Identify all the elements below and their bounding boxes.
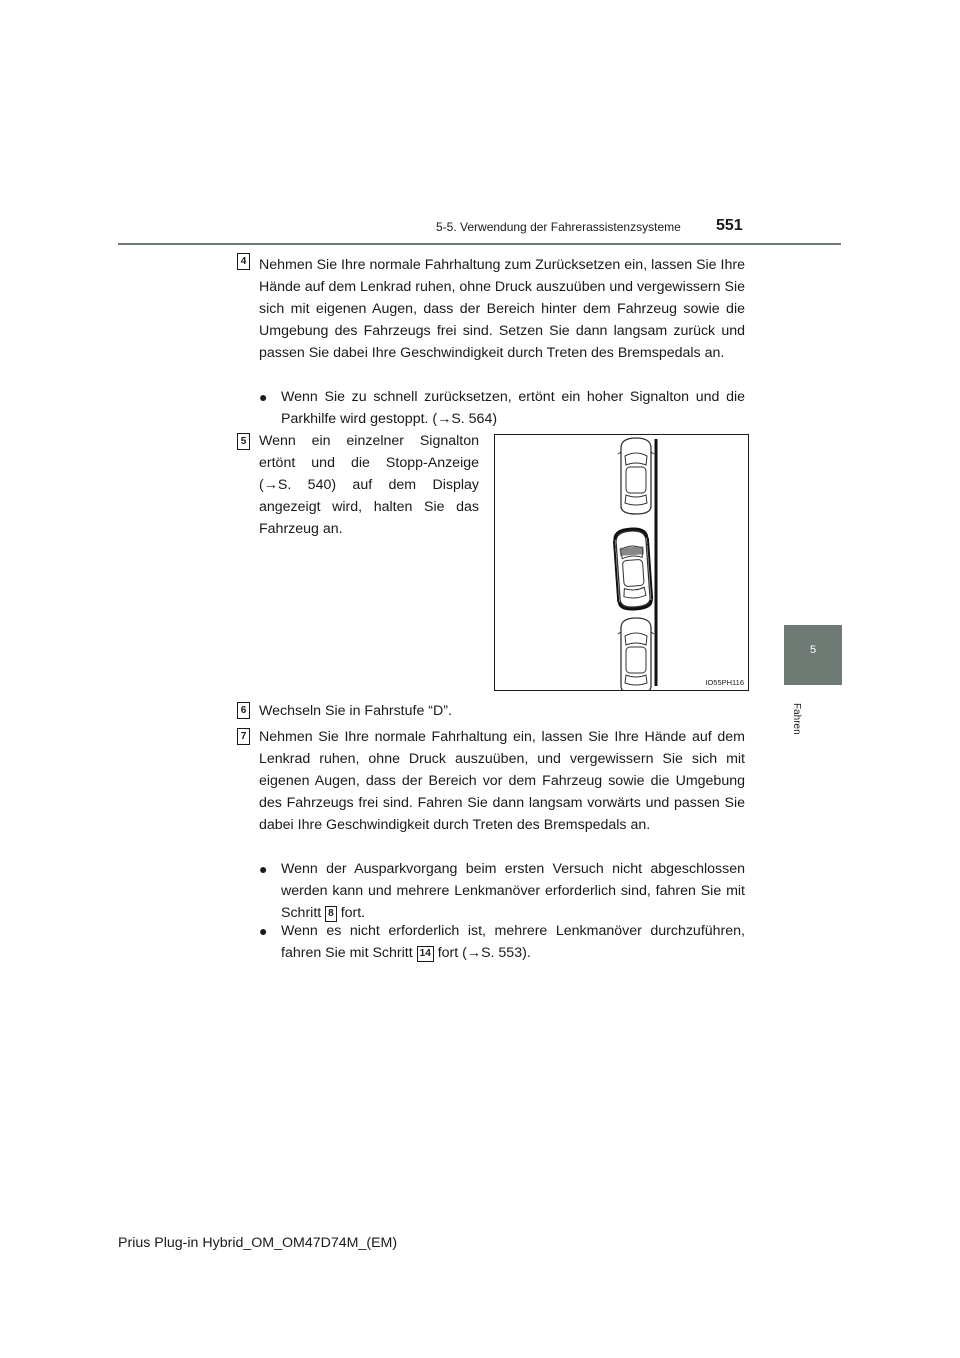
step-7-bullet-2-end: fort (→S. 553). [437,945,531,961]
chapter-label: Fahren [791,703,802,735]
figure-code: IO55PH116 [705,678,744,687]
step-number-7: 7 [237,728,250,745]
step-7-bullet-2 [259,920,745,964]
step-6-text: Wechseln Sie in Fahrstufe “D”. [259,703,452,719]
parking-diagram-icon [495,435,748,690]
step-reference-8: 8 [325,906,337,922]
chapter-number: 5 [809,644,817,656]
bullet-icon: ● [259,923,268,939]
step-number-5: 5 [237,433,250,450]
step-7-bullet-2-text: Wenn es nicht erforderlich ist, mehrere Lenkmanöver durchzuführen, fahren Sie mit Schritt [281,923,745,961]
parking-illustration [494,434,749,691]
step-7-text: Nehmen Sie Ihre normale Fahrhaltung ein, lassen Sie Ihre Hände auf dem Lenkrad ruhen, ohne Druck auszuüben, und vergewissern Sie sich mit eigenen Augen, dass der Bereich vor dem Fahrzeug sowie die Umgebung des Fahrzeugs frei sind. Fahren Sie dann langsam vorwärts und passen Sie dabei Ihre Geschwindigkeit durch Treten des Bremspedals an. [259,729,745,833]
bullet-icon: ● [259,861,268,877]
section-title: 5-5. Verwendung der Fahrerassistenzsysteme [436,220,681,234]
step-7-bullet-1-end: fort. [340,905,366,921]
step-4-bullet [259,386,745,430]
step-number-6: 6 [237,702,250,719]
step-7-bullet-1-text: Wenn der Ausparkvorgang beim ersten Versuch nicht abgeschlossen werden kann und mehrere Lenkmanöver erforderlich sind, fahren Sie mit Schritt [281,861,745,921]
step-number-4: 4 [237,253,250,270]
header-divider [118,243,841,245]
chapter-tab [784,625,842,685]
step-reference-14: 14 [417,946,434,962]
bullet-icon: ● [259,389,268,405]
step-4-bullet-text: Wenn Sie zu schnell zurücksetzen, ertönt ein hoher Signalton und die Parkhilfe wird gestoppt. (→S. 564) [281,389,745,427]
step-7-bullet-1 [259,858,745,924]
step-4-text: Nehmen Sie Ihre normale Fahrhaltung zum Zurücksetzen ein, lassen Sie Ihre Hände auf dem Lenkrad ruhen, ohne Druck auszuüben und vergewissern Sie sich mit eigenen Augen, dass der Bereich hinter dem Fahrzeug sowie die Umgebung des Fahrzeugs frei sind. Setzen Sie dann langsam zurück und passen Sie dabei Ihre Geschwindigkeit durch Treten des Bremspedals an. [259,257,745,361]
document-footer: Prius Plug-in Hybrid_OM_OM47D74M_(EM) [118,1235,398,1251]
page-number: 551 [716,217,743,234]
step-5-text: Wenn ein einzelner Signalton ertönt und die Stopp-Anzeige (→S. 540) auf dem Display angezeigt wird, halten Sie das Fahrzeug an. [259,433,479,537]
